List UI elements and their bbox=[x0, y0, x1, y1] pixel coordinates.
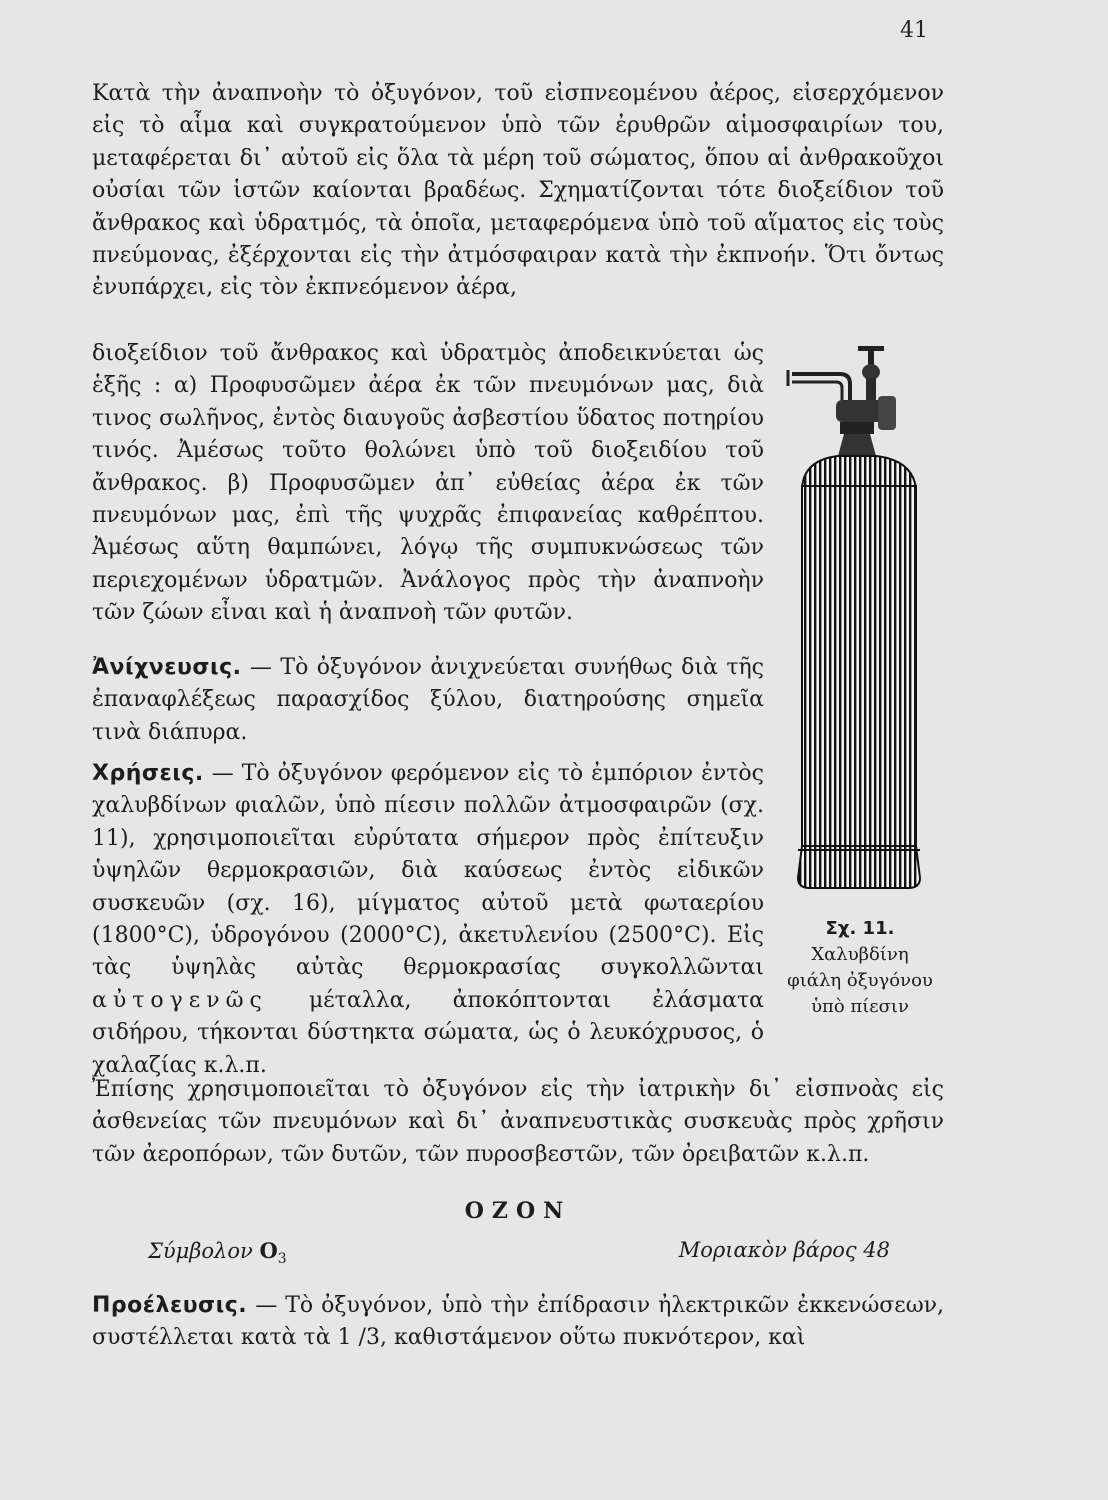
symbol-label: Σύμβολον bbox=[148, 1239, 253, 1263]
section-title-ozone: ΟΖΟΝ bbox=[464, 1198, 572, 1224]
detection-text: — Τὸ ὀξυγόνον ἀνιχνεύεται συνήθως διὰ τῆς ἐπαναφλέξεως παρασχίδος ξύλου, διατηρούσης σημεῖα τινὰ διάπυρα. bbox=[92, 655, 764, 745]
figure-caption-text: Χαλυβδίνη φιάλη ὀξυγόνου ὑπὸ πίεσιν bbox=[787, 944, 933, 1017]
uses-text-b: μέταλλα, ἀποκόπτονται ἐλάσματα σιδήρου, τήκονται δύστηκτα σώματα, ὡς ὁ λευκόχρυσος, ὁ χαλαζίας κ.λ.π. bbox=[92, 987, 764, 1078]
symbol-subscript: 3 bbox=[277, 1251, 287, 1268]
ozone-molar-mass: Μοριακὸν βάρος 48 bbox=[678, 1238, 890, 1262]
oxygen-cylinder-figure bbox=[784, 338, 944, 898]
paragraph-medical-uses: Ἐπίσης χρησιμοποιεῖται τὸ ὀξυγόνον εἰς τὴν ἰατρικὴν δι᾽ εἰσπνοὰς εἰς ἀσθενείας τῶν πνευμόνων καὶ δι᾽ ἀναπνευστικὰς συσκευὰς πρὸς χρῆσιν τῶν ἀεροπόρων, τῶν δυτῶν, τῶν πυροσβεστῶν, τῶν ὀρειβατῶν κ.λ.π. bbox=[92, 1077, 944, 1167]
origin-text: — Τὸ ὀξυγόνον, ὑπὸ τὴν ἐπίδρασιν ἠλεκτρικῶν ἐκκενώσεων, συστέλλεται κατὰ τὰ 1 /3, καθιστάμενον οὕτω πυκνότερον, καὶ bbox=[92, 1293, 944, 1351]
paragraph-uses bbox=[92, 758, 764, 1082]
figure-label: Σχ. 11. bbox=[825, 918, 895, 939]
paragraph-detection bbox=[92, 652, 764, 749]
ozone-symbol bbox=[148, 1238, 287, 1267]
figure-caption bbox=[784, 916, 936, 1020]
uses-text-a: — Τὸ ὀξυγόνον φερόμενον εἰς τὸ ἐμπόριον ἐντὸς χαλυβδίνων φιαλῶν, ὑπὸ πίεσιν πολλῶν ἀτμοσφαιρῶν (σχ. 11), χρησιμοποιεῖται εὐρύτατα σήμερον πρὸς ἐπίτευξιν ὑψηλῶν θερμοκρασιῶν, διὰ καύσεως ἐντὸς εἰδικῶν συσκευῶν (σχ. 16), μίγματος αὐτοῦ μετὰ φωταερίου (1800°C), ὑδρογόνου (2000°C), ἀκετυλενίου (2500°C). Εἰς τὰς ὑψηλὰς αὐτὰς θερμοκρασίας συγκολλῶνται bbox=[92, 761, 764, 981]
paragraph-origin bbox=[92, 1290, 944, 1355]
paragraph-respiration-1: Κατὰ τὴν ἀναπνοὴν τὸ ὀξυγόνον, τοῦ εἰσπνεομένου ἀέρος, εἰσερχόμενον εἰς τὸ αἷμα καὶ συγκρατούμενον ὑπὸ τῶν ἐρυθρῶν αἱμοσφαιρίων του, μεταφέρεται δι᾽ αὐτοῦ εἰς ὅλα τὰ μέρη τοῦ σώματος, ὅπου αἱ ἀνθρακοῦχοι οὐσίαι τῶν ἱστῶν καίονται βραδέως. Σχηματίζονται τότε διοξείδιον τοῦ ἄνθρακος καὶ ὑδρατμός, τὰ ὁποῖα, μεταφερόμενα ὑπὸ τοῦ αἵματος εἰς τοὺς πνεύμονας, ἐξέρχονται εἰς τὴν ἀτμόσφαιραν κατὰ τὴν ἐκπνοήν. Ὅτι ὄντως ἐνυπάρχει, εἰς τὸν ἐκπνεόμενον ἀέρα, bbox=[92, 81, 944, 301]
page-number: 41 bbox=[900, 18, 928, 43]
uses-heading: Χρήσεις. bbox=[92, 761, 204, 786]
uses-spaced-word: αὐτογενῶς bbox=[92, 987, 268, 1013]
oxygen-cylinder-icon bbox=[784, 338, 944, 898]
detection-heading: Ἀνίχνευσις. bbox=[92, 655, 242, 680]
paragraph-respiration-2: διοξείδιον τοῦ ἄνθρακος καὶ ὑδρατμὸς ἀποδεικνύεται ὡς ἑξῆς : α) Προφυσῶμεν ἀέρα ἐκ τῶν πνευμόνων μας, διὰ τινος σωλῆνος, ἐντὸς διαυγοῦς ἀσβεστίου ὕδατος ποτηρίου τινός. Ἀμέσως τοῦτο θολώνει ὑπὸ τοῦ διοξειδίου τοῦ ἄνθρακος. β) Προφυσῶμεν ἀπ᾽ εὐθείας ἀέρα ἐκ τῶν πνευμόνων μας, ἐπὶ τῆς ψυχρᾶς ἐπιφανείας καθρέπτου. Ἀμέσως αὕτη θαμπώνει, λόγῳ τῆς συμπυκνώσεως τῶν περιεχομένων ὑδρατμῶν. Ἀνάλογος πρὸς τὴν ἀναπνοὴν τῶν ζώων εἶναι καὶ ἡ ἀναπνοὴ τῶν φυτῶν. bbox=[92, 341, 764, 626]
symbol-base: O bbox=[259, 1238, 278, 1263]
origin-heading: Προέλευσις. bbox=[92, 1293, 248, 1318]
